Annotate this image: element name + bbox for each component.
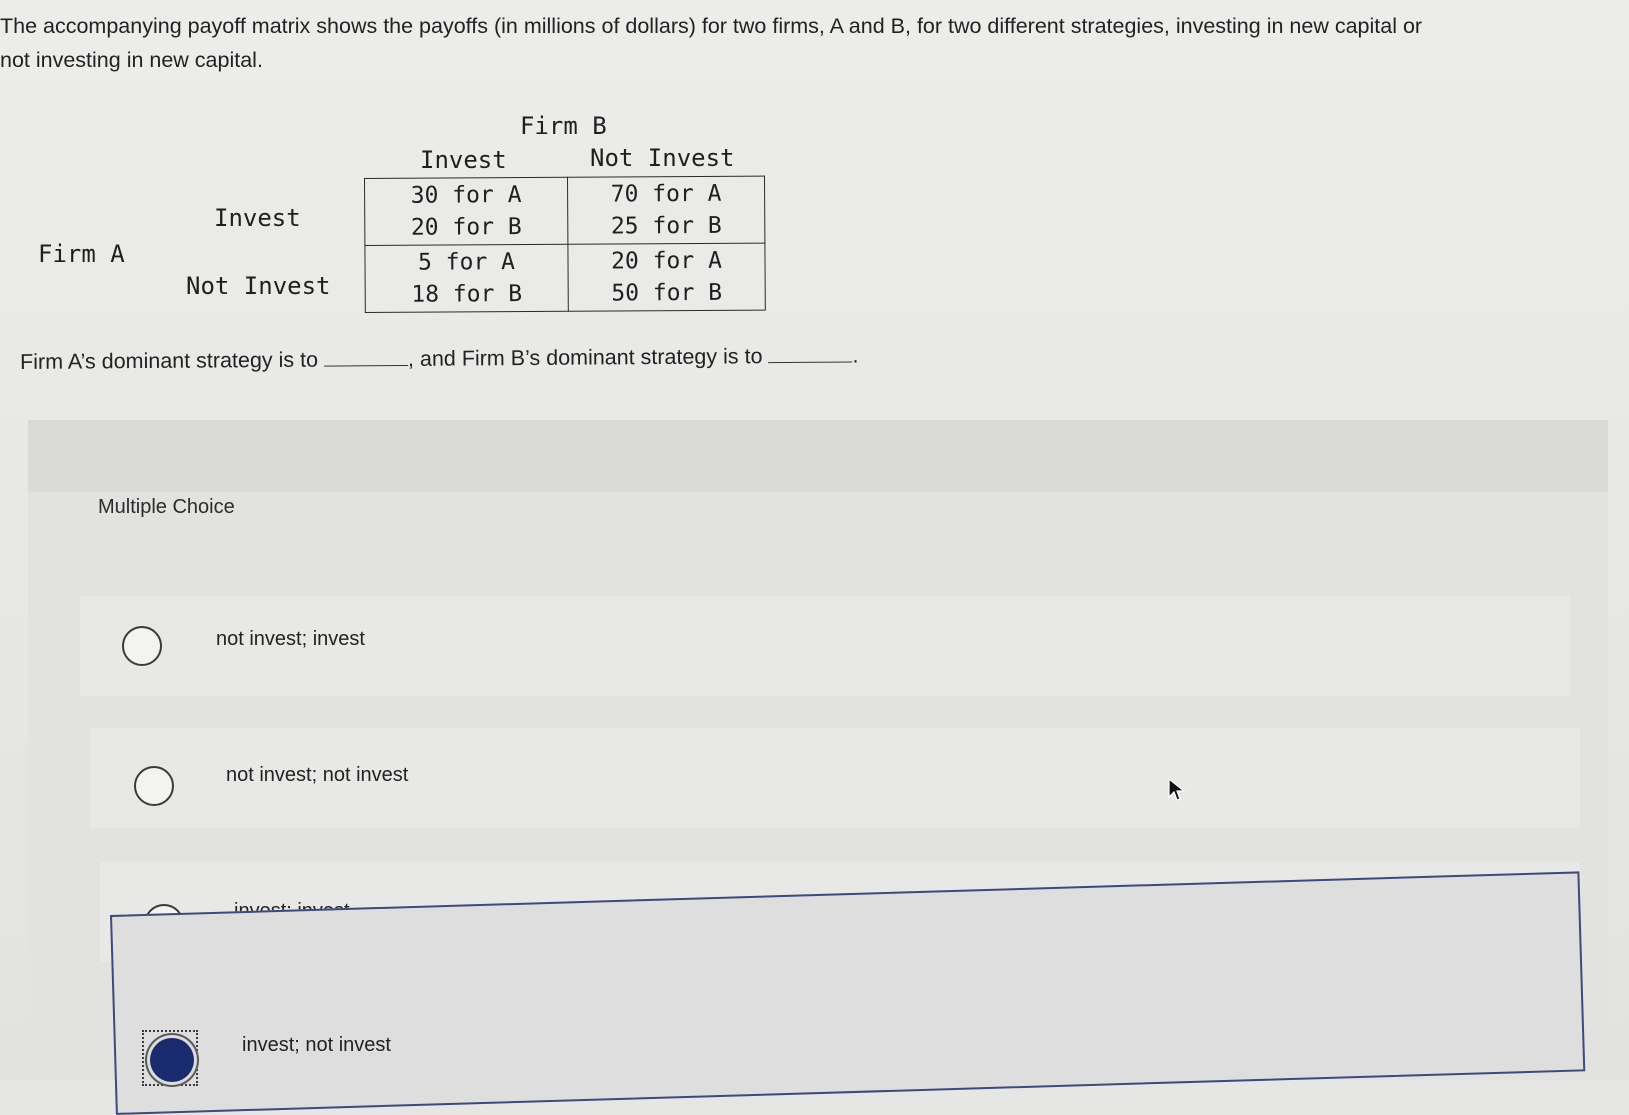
matrix-row-not-invest bbox=[365, 243, 765, 312]
choice-label: not invest; invest bbox=[216, 628, 365, 650]
answer-blank-firm-a bbox=[324, 347, 408, 367]
payoff-a: 30 for A bbox=[410, 182, 522, 209]
cell-invest-invest bbox=[365, 177, 568, 245]
choice-label: not invest; not invest bbox=[226, 764, 409, 786]
matrix-row-invest bbox=[365, 176, 765, 245]
cell-not-invest-invest bbox=[365, 244, 568, 312]
firm-a-label: Firm A bbox=[38, 240, 125, 268]
col-header-not-invest: Not Invest bbox=[590, 144, 735, 172]
answer-blank-firm-b bbox=[768, 343, 852, 363]
payoff-a: 5 for A bbox=[417, 249, 516, 276]
row-header-invest: Invest bbox=[214, 204, 301, 232]
firm-b-label: Firm B bbox=[520, 112, 607, 140]
radio-button[interactable] bbox=[122, 626, 162, 666]
radio-button-selected[interactable] bbox=[150, 1038, 194, 1082]
payoff-b: 25 for B bbox=[610, 212, 722, 240]
stem-part-1: Firm A’s dominant strategy is to bbox=[20, 347, 319, 374]
question-line-2: not investing in new capital. bbox=[0, 48, 263, 72]
payoff-b: 20 for B bbox=[410, 214, 522, 241]
stem-part-3: . bbox=[852, 343, 859, 368]
choice-label: invest; not invest bbox=[242, 1034, 391, 1056]
question-line-1: The accompanying payoff matrix shows the payoffs (in millions of dollars) for two firms, A and B, for two different strategies, investing in new capital or bbox=[0, 14, 1423, 38]
payoff-b: 18 for B bbox=[411, 281, 523, 308]
payoff-matrix bbox=[364, 176, 766, 313]
payoff-a: 20 for A bbox=[611, 247, 722, 275]
payoff-b: 50 for B bbox=[611, 279, 723, 307]
cell-not-invest-not-invest bbox=[568, 243, 765, 311]
question-text bbox=[0, 6, 1600, 80]
row-header-not-invest: Not Invest bbox=[186, 272, 331, 300]
multiple-choice-header bbox=[28, 420, 1608, 492]
stem-part-2: , and Firm B’s dominant strategy is to bbox=[407, 344, 763, 371]
choice-option-2[interactable] bbox=[90, 728, 1580, 828]
payoff-a: 70 for A bbox=[610, 180, 722, 208]
multiple-choice-label: Multiple Choice bbox=[98, 496, 235, 518]
choice-option-1[interactable] bbox=[80, 596, 1570, 696]
radio-button[interactable] bbox=[134, 766, 174, 806]
col-header-invest: Invest bbox=[420, 146, 507, 174]
cell-invest-not-invest bbox=[567, 176, 764, 244]
